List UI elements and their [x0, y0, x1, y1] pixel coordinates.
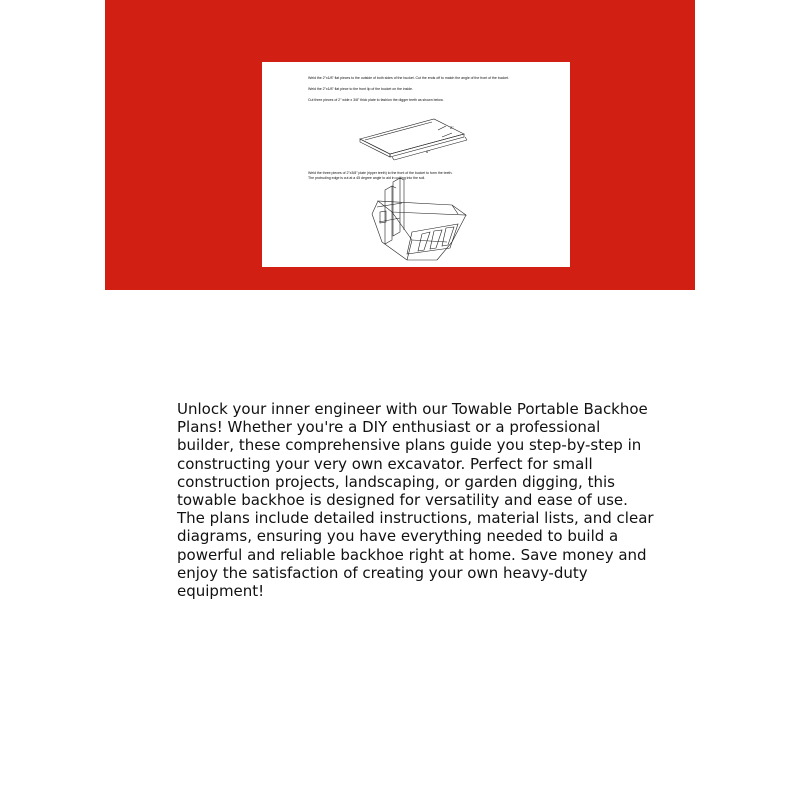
plan-instruction-4: Weld the three pieces of 2"x3/8" plate (ripper teeth) to the front of the bucket to form the teeth.: [308, 171, 453, 175]
plan-instruction-1: Weld the 2"x1/8" flat pieces to the outside of both sides of the bucket. Cut the ends off to match the angle of the front of the bucket.: [308, 76, 509, 80]
product-description: Unlock your inner engineer with our Towable Portable Backhoe Plans! Whether you're a DIY enthusiast or a professional builder, these comprehensive plans guide you step-by-step in constructing your very own excavator. Perfect for small construction projects, landscaping, or garden digging, this towable backhoe is designed for versatility and ease of use. The plans include detailed instructions, material lists, and clear diagrams, ensuring you have everything needed to build a powerful and reliable backhoe right at home. Save money and enjoy the satisfaction of creating your own heavy-duty equipment!: [177, 400, 654, 601]
plan-diagrams: [262, 62, 570, 267]
plan-instruction-3: Cut three pieces of 2" wide x 3/8" thick plate to fashion the digger teeth as shown below.: [308, 98, 444, 102]
bucket-teeth-diagram: [372, 178, 466, 260]
plan-instruction-2: Weld the 2"x1/8" flat piece to the front lip of the bucket on the inside.: [308, 87, 413, 91]
hero-banner: [105, 0, 695, 290]
plan-instruction-5: The protruding edge is cut at a 45 degree angle to aid in cutting into the soil.: [308, 176, 426, 180]
dim-label-b: 2": [450, 125, 454, 130]
plan-drawing-image: [262, 62, 570, 267]
dim-label-a: 6": [426, 149, 430, 154]
